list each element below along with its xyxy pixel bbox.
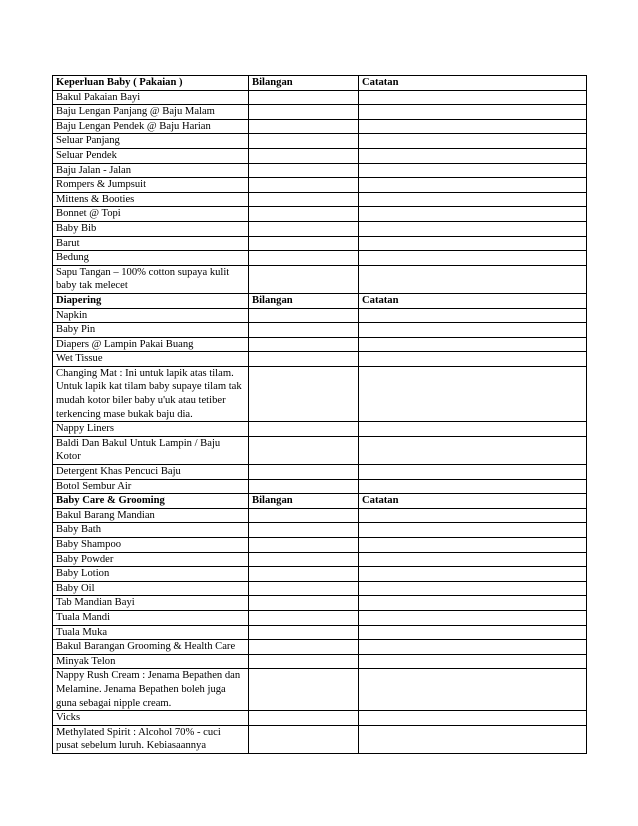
section-title: Baby Care & Grooming bbox=[53, 494, 249, 509]
item-name-cell: Nappy Rush Cream : Jenama Bepathen dan Melamine. Jenama Bepathen boleh juga guna sebagai nipple cream. bbox=[53, 669, 249, 711]
item-name-cell: Bakul Barang Mandian bbox=[53, 508, 249, 523]
notes-column-header: Catatan bbox=[359, 494, 587, 509]
table-row bbox=[53, 465, 587, 480]
notes-cell bbox=[359, 337, 587, 352]
quantity-cell bbox=[249, 581, 359, 596]
table-row bbox=[53, 236, 587, 251]
notes-cell bbox=[359, 265, 587, 293]
quantity-cell bbox=[249, 567, 359, 582]
table-row bbox=[53, 669, 587, 711]
item-name-cell: Bonnet @ Topi bbox=[53, 207, 249, 222]
item-name-cell: Detergent Khas Pencuci Baju bbox=[53, 465, 249, 480]
quantity-cell bbox=[249, 552, 359, 567]
table-row bbox=[53, 436, 587, 464]
notes-cell bbox=[359, 669, 587, 711]
quantity-column-header: Bilangan bbox=[249, 293, 359, 308]
notes-cell bbox=[359, 163, 587, 178]
notes-cell bbox=[359, 596, 587, 611]
quantity-cell bbox=[249, 436, 359, 464]
table-row bbox=[53, 654, 587, 669]
notes-cell bbox=[359, 725, 587, 753]
notes-cell bbox=[359, 178, 587, 193]
table-row bbox=[53, 251, 587, 266]
quantity-column-header: Bilangan bbox=[249, 76, 359, 91]
notes-cell bbox=[359, 323, 587, 338]
table-row bbox=[53, 308, 587, 323]
notes-column-header: Catatan bbox=[359, 76, 587, 91]
item-name-cell: Bakul Pakaian Bayi bbox=[53, 90, 249, 105]
quantity-cell bbox=[249, 337, 359, 352]
table-row bbox=[53, 352, 587, 367]
table-row bbox=[53, 207, 587, 222]
quantity-cell bbox=[249, 90, 359, 105]
table-row bbox=[53, 221, 587, 236]
table-row bbox=[53, 640, 587, 655]
quantity-cell bbox=[249, 669, 359, 711]
notes-cell bbox=[359, 538, 587, 553]
quantity-cell bbox=[249, 323, 359, 338]
section-header-row bbox=[53, 76, 587, 91]
item-name-cell: Baby Shampoo bbox=[53, 538, 249, 553]
section-title: Keperluan Baby ( Pakaian ) bbox=[53, 76, 249, 91]
table-row bbox=[53, 148, 587, 163]
quantity-column-header: Bilangan bbox=[249, 494, 359, 509]
quantity-cell bbox=[249, 265, 359, 293]
quantity-cell bbox=[249, 148, 359, 163]
notes-column-header: Catatan bbox=[359, 293, 587, 308]
item-name-cell: Baby Powder bbox=[53, 552, 249, 567]
item-name-cell: Baju Lengan Pendek @ Baju Harian bbox=[53, 119, 249, 134]
item-name-cell: Tuala Muka bbox=[53, 625, 249, 640]
table-row bbox=[53, 625, 587, 640]
table-row bbox=[53, 163, 587, 178]
notes-cell bbox=[359, 134, 587, 149]
notes-cell bbox=[359, 207, 587, 222]
quantity-cell bbox=[249, 654, 359, 669]
section-title: Diapering bbox=[53, 293, 249, 308]
quantity-cell bbox=[249, 508, 359, 523]
quantity-cell bbox=[249, 625, 359, 640]
quantity-cell bbox=[249, 596, 359, 611]
quantity-cell bbox=[249, 711, 359, 726]
item-name-cell: Mittens & Booties bbox=[53, 192, 249, 207]
table-row bbox=[53, 366, 587, 421]
notes-cell bbox=[359, 192, 587, 207]
notes-cell bbox=[359, 436, 587, 464]
quantity-cell bbox=[249, 119, 359, 134]
table-row bbox=[53, 508, 587, 523]
notes-cell bbox=[359, 552, 587, 567]
section-header-row bbox=[53, 293, 587, 308]
notes-cell bbox=[359, 148, 587, 163]
table-row bbox=[53, 178, 587, 193]
quantity-cell bbox=[249, 366, 359, 421]
item-name-cell: Nappy Liners bbox=[53, 422, 249, 437]
item-name-cell: Barut bbox=[53, 236, 249, 251]
quantity-cell bbox=[249, 640, 359, 655]
table-row bbox=[53, 711, 587, 726]
quantity-cell bbox=[249, 538, 359, 553]
table-row bbox=[53, 523, 587, 538]
table-row bbox=[53, 725, 587, 753]
table-row bbox=[53, 552, 587, 567]
item-name-cell: Tab Mandian Bayi bbox=[53, 596, 249, 611]
quantity-cell bbox=[249, 610, 359, 625]
notes-cell bbox=[359, 625, 587, 640]
notes-cell bbox=[359, 711, 587, 726]
notes-cell bbox=[359, 465, 587, 480]
quantity-cell bbox=[249, 207, 359, 222]
quantity-cell bbox=[249, 725, 359, 753]
quantity-cell bbox=[249, 251, 359, 266]
item-name-cell: Baby Bib bbox=[53, 221, 249, 236]
item-name-cell: Baju Jalan - Jalan bbox=[53, 163, 249, 178]
notes-cell bbox=[359, 105, 587, 120]
item-name-cell: Sapu Tangan – 100% cotton supaya kulit baby tak melecet bbox=[53, 265, 249, 293]
item-name-cell: Wet Tissue bbox=[53, 352, 249, 367]
table-row bbox=[53, 90, 587, 105]
notes-cell bbox=[359, 422, 587, 437]
baby-checklist-table bbox=[52, 75, 587, 754]
item-name-cell: Seluar Panjang bbox=[53, 134, 249, 149]
quantity-cell bbox=[249, 105, 359, 120]
item-name-cell: Vicks bbox=[53, 711, 249, 726]
table-row bbox=[53, 192, 587, 207]
item-name-cell: Baby Oil bbox=[53, 581, 249, 596]
item-name-cell: Bakul Barangan Grooming & Health Care bbox=[53, 640, 249, 655]
table-row bbox=[53, 265, 587, 293]
notes-cell bbox=[359, 236, 587, 251]
quantity-cell bbox=[249, 163, 359, 178]
quantity-cell bbox=[249, 308, 359, 323]
item-name-cell: Rompers & Jumpsuit bbox=[53, 178, 249, 193]
item-name-cell: Baby Bath bbox=[53, 523, 249, 538]
item-name-cell: Tuala Mandi bbox=[53, 610, 249, 625]
notes-cell bbox=[359, 251, 587, 266]
table-row bbox=[53, 567, 587, 582]
quantity-cell bbox=[249, 422, 359, 437]
item-name-cell: Baby Pin bbox=[53, 323, 249, 338]
quantity-cell bbox=[249, 523, 359, 538]
table-row bbox=[53, 337, 587, 352]
quantity-cell bbox=[249, 465, 359, 480]
section-header-row bbox=[53, 494, 587, 509]
table-row bbox=[53, 581, 587, 596]
quantity-cell bbox=[249, 134, 359, 149]
item-name-cell: Baldi Dan Bakul Untuk Lampin / Baju Kotor bbox=[53, 436, 249, 464]
item-name-cell: Seluar Pendek bbox=[53, 148, 249, 163]
item-name-cell: Baju Lengan Panjang @ Baju Malam bbox=[53, 105, 249, 120]
item-name-cell: Baby Lotion bbox=[53, 567, 249, 582]
table-row bbox=[53, 596, 587, 611]
table-row bbox=[53, 610, 587, 625]
notes-cell bbox=[359, 610, 587, 625]
notes-cell bbox=[359, 640, 587, 655]
notes-cell bbox=[359, 119, 587, 134]
item-name-cell: Bedung bbox=[53, 251, 249, 266]
notes-cell bbox=[359, 567, 587, 582]
notes-cell bbox=[359, 308, 587, 323]
item-name-cell: Botol Sembur Air bbox=[53, 479, 249, 494]
quantity-cell bbox=[249, 236, 359, 251]
item-name-cell: Napkin bbox=[53, 308, 249, 323]
notes-cell bbox=[359, 90, 587, 105]
quantity-cell bbox=[249, 221, 359, 236]
quantity-cell bbox=[249, 479, 359, 494]
notes-cell bbox=[359, 221, 587, 236]
notes-cell bbox=[359, 523, 587, 538]
notes-cell bbox=[359, 508, 587, 523]
notes-cell bbox=[359, 352, 587, 367]
table-row bbox=[53, 105, 587, 120]
table-row bbox=[53, 323, 587, 338]
table-row bbox=[53, 134, 587, 149]
table-row bbox=[53, 479, 587, 494]
item-name-cell: Methylated Spirit : Alcohol 70% - cuci pusat sebelum luruh. Kebiasaannya bbox=[53, 725, 249, 753]
item-name-cell: Diapers @ Lampin Pakai Buang bbox=[53, 337, 249, 352]
table-row bbox=[53, 538, 587, 553]
notes-cell bbox=[359, 654, 587, 669]
table-row bbox=[53, 119, 587, 134]
quantity-cell bbox=[249, 178, 359, 193]
table-row bbox=[53, 422, 587, 437]
notes-cell bbox=[359, 366, 587, 421]
notes-cell bbox=[359, 479, 587, 494]
checklist-body bbox=[53, 76, 587, 754]
quantity-cell bbox=[249, 192, 359, 207]
item-name-cell: Minyak Telon bbox=[53, 654, 249, 669]
notes-cell bbox=[359, 581, 587, 596]
quantity-cell bbox=[249, 352, 359, 367]
item-name-cell: Changing Mat : Ini untuk lapik atas tilam. Untuk lapik kat tilam baby supaye tilam tak mudah kotor biler baby u'uk atau tetiber terkencing mase bukak baju dia. bbox=[53, 366, 249, 421]
